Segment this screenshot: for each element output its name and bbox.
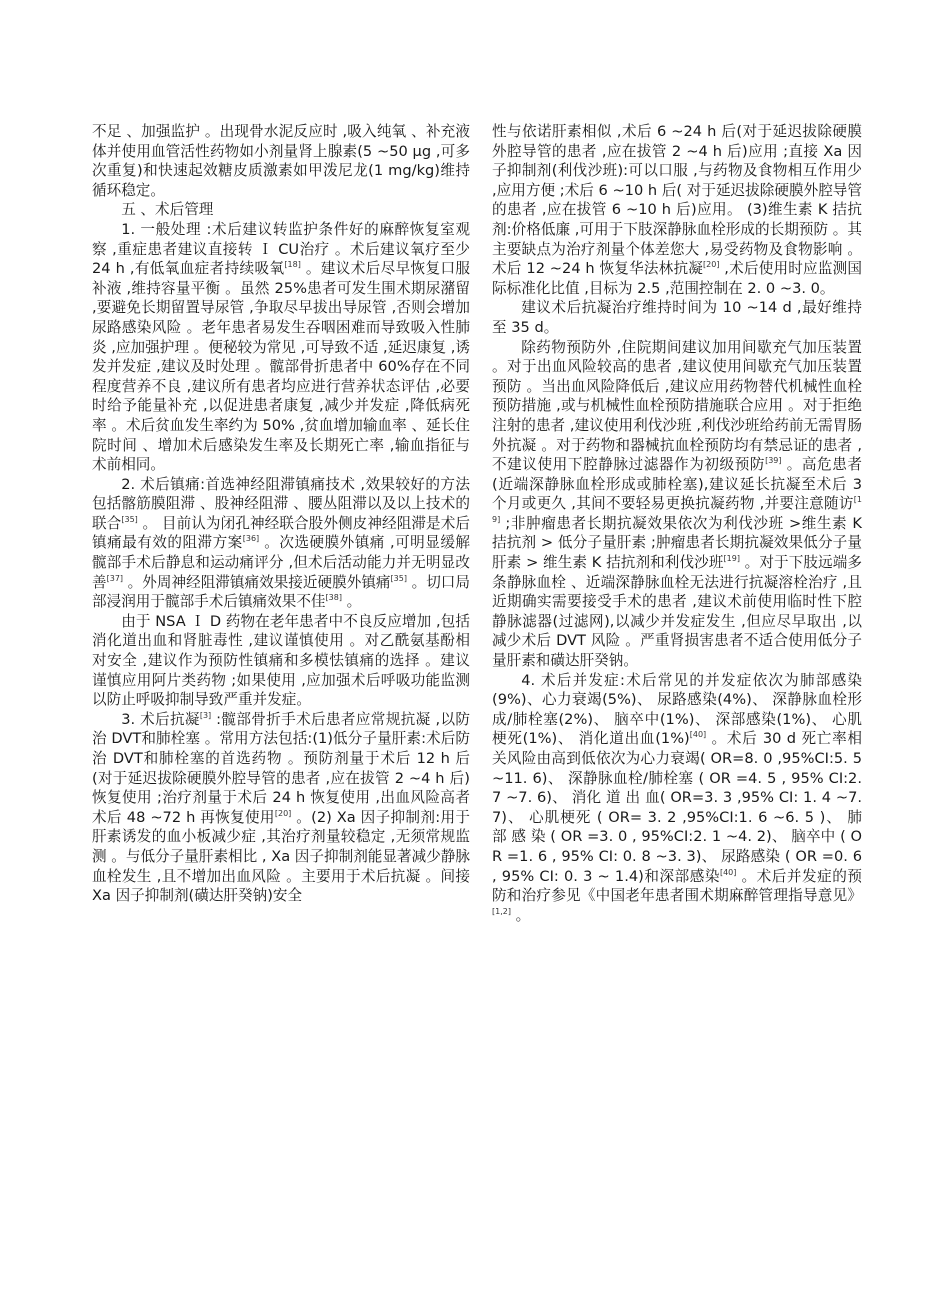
paragraph-anticoagulation xyxy=(92,710,470,906)
paragraph-analgesia xyxy=(92,475,470,612)
text-run: 4. 术后并发症:术后常见的并发症依次为肺部感染 (9%)、心力衰竭(5%)、 尿路感染(4%)、 深静脉血栓形成/肺栓塞(2%)、 脑卒中(1%)、 深部感染(1%)、 心肌梗死(1%)、 消化道出血(1%) xyxy=(492,671,862,748)
citation-ref: [37] xyxy=(106,573,124,583)
text-run: 3. 术后抗凝 xyxy=(121,710,200,728)
text-run: 。高危患者(近端深静脉血栓形成或肺栓塞),建议延长抗凝至术后 3 个月或更久 ,其间不要轻易更换抗凝药物 ,并要注意随访 xyxy=(492,456,862,513)
paragraph-complications xyxy=(492,671,862,926)
text-run: 。次选硬膜外镇痛 ,可明显缓解髋部手术后静息和运动痛评分 ,但术后活动能力并无明显改善 xyxy=(92,534,470,591)
paragraph-anticoag-cont xyxy=(492,122,862,298)
right-column xyxy=(492,122,862,925)
text-run: 2. 术后镇痛:首选神经阻滞镇痛技术 ,效果较好的方法包括髂筋膜阻滞 、股神经阻滞 、腰丛阻滞以及以上技术的联合 xyxy=(92,475,470,532)
text-run: 由于 NSA Ｉ D 药物在老年患者中不良反应增加 ,包括消化道出血和肾脏毒性 ,建议谨慎使用 。对乙酰氨基酚相对安全 ,建议作为预防性镇痛和多模怯镇痛的选择 。建议谨慎应用阿片类药物 ;如果使用 ,应加强术后呼吸功能监测以防止呼吸抑制导致严重并发症。 xyxy=(92,612,470,709)
paragraph-mechanical-prophylaxis xyxy=(492,338,862,671)
text-run: 。术后并发症的预防和治疗参见《中国老年患者围术期麻醉管理指导意见》 xyxy=(492,867,862,905)
citation-ref: [3] xyxy=(199,710,212,720)
text-run: 。切口局部浸润用于髋部手术后镇痛效果不佳 xyxy=(92,573,471,611)
citation-ref: [35] xyxy=(390,573,407,583)
citation-ref: [18] xyxy=(284,260,301,270)
citation-ref: [1,2] xyxy=(492,906,511,916)
paragraph-general-care xyxy=(92,220,470,475)
section-heading-postop xyxy=(92,200,470,220)
citation-ref: [19] xyxy=(723,554,740,564)
citation-ref: [20] xyxy=(703,260,720,270)
text-run: 性与依诺肝素相似 ,术后 6 ~24 h 后(对于延迟拔除硬膜外腔导管的患者 ,应在拔管 2 ~4 h 后)应用 ;直接 Xa 因子抑制剂(利伐沙班):可以口服 ,与药物及食物相互作用少 ,应用方便 ;术后 6 ~10 h 后( 对于延迟拔除硬膜外腔导管的患者 ,应在拔管 6 ~10 h 后)应用。 (3)维生素 K 拮抗剂:价格低廉 ,可用于下肢深静脉血栓形成的长期预防 。其主要缺点为治疗剂量个体差您大 ,易受药物及食物影响 。术后 12 ~24 h 恢复华法林抗凝 xyxy=(492,123,862,278)
text-run: 。(2) Xa 因子抑制剂:用于肝素诱发的血小板减少症 ,其治疗剂量较稳定 ,无须常规监测 。与低分子量肝素相比 , Xa 因子抑制剂能显著减少静脉血栓发生 ,且不增加出血风险 。主要用于术后抗凝 。间接 Xa 因子抑制剂(磺达肝癸钠)安全 xyxy=(92,808,470,905)
citation-ref: [38] xyxy=(325,593,342,603)
text-run: 。 目前认为闭孔神经联合股外侧皮神经阻滞是术后镇痛最有效的阻滞方案 xyxy=(92,514,470,552)
text-run: 。 xyxy=(341,593,362,611)
text-run: 。术后 30 d 死亡率相关风险由高到低依次为心力衰竭( OR=8. 0 ,95%CI:5. 5 ~11. 6)、 深静脉血栓/肺栓塞 ( OR =4. 5 , 95% CI:2. 7 ~7. 6)、 消化 道 出 血( OR=3. 3 ,95% CI: 1. 4 ~7. 7)、 心肌梗死 ( OR= 3. 2 ,95%CI:1. 6 ~6. 5 )、 肺 部 感 染 ( OR =3. 0 , 95%CI:2. 1 ~4. 2)、 脑卒中 ( OR =1. 6 , 95% CI: 0. 8 ~3. 3)、 尿路感染 ( OR =0. 6 , 95% CI: 0. 3 ~ 1.4)和深部感染 xyxy=(492,730,862,885)
text-run: 。对于下肢远端多条静脉血栓 、近端深静脉血栓无法进行抗凝溶栓治疗 ,且近期确实需要接受手术的患者 ,建议术前使用临时性下腔静脉滤器(过滤网),以减少并发症发生 ,但应尽早取出 ,以减少术后 DVT 风险 。严重肾损害患者不适合使用低分子量肝素和磺达肝癸钠。 xyxy=(492,554,863,670)
text-run: 不足 、加强监护 。出现骨水泥反应时 ,吸入纯氧 、补充液体并使用血管活性药物如小剂量肾上腺素(5 ~50 μg ,可多次重复)和快速起效糖皮质激素如甲泼尼龙(1 mg/kg)维持循环稳定。 xyxy=(92,123,470,199)
text-run: 建议术后抗凝治疗维持时间为 10 ~14 d ,最好维持至 35 d。 xyxy=(492,299,862,336)
citation-ref: [35] xyxy=(121,515,138,525)
citation-ref: [40] xyxy=(689,730,707,740)
text-run: 。外周神经阻滞镇痛效果接近硬膜外镇痛 xyxy=(123,573,391,591)
text-run: ,术后使用时应监测国际标准化比值 ,目标为 2.5 ,范围控制在 2. 0 ~3. 0。 xyxy=(492,260,862,297)
text-run: 。建议术后尽早恢复口服补液 ,维持容量平衡 。虽然 25%患者可发生围术期尿潴留 ,要避免长期留置导尿管 ,争取尽早拔出导尿管 ,否则会增加尿路感染风险 。老年患者易发生吞咽困难而导致吸入性肺炎 ,应加强护理 。便秘较为常见 ,可导致不适 ,延迟康复 ,诱发并发症 ,建议及时处理 。髋部骨折患者中 60%存在不同程度营养不良 ,建议所有患者均应进行营养状态评估 ,必要时给予能量补充 ,以促进患者康复 ,减少并发症 ,降低病死率 。术后贫血发生率约为 50% ,贫血增加输血率 、延长住院时间 、增加术后感染发生率及长期死亡率 ,输血指征与术前相同。 xyxy=(92,260,470,474)
text-run: 。 xyxy=(510,906,531,924)
text-run: 五 、术后管理 xyxy=(121,201,214,219)
text-run: 1. 一般处理 :术后建议转监护条件好的麻醉恢复室观察 ,重症患者建议直接转 Ｉ CU治疗 。术后建议氧疗至少 24 h ,有低氧血症者持续吸氧 xyxy=(92,220,470,278)
text-run: 除药物预防外 ,住院期间建议加用间歇充气加压装置 。对于出血风险较高的患者 ,建议使用间歇充气加压装置预防 。当出血风险降低后 ,建议应用药物替代机械性血栓预防措施 ,或与机械性血栓预防措施联合应用 。对于拒绝注射的患者 ,建议使用利伐沙班 ,利伐沙班给药前无需胃肠外抗凝 。对于药物和器械抗血栓预防均有禁忌证的患者 ,不建议使用下腔静脉过滤器作为初级预防 xyxy=(492,338,862,474)
paragraph-nsaid xyxy=(92,612,470,710)
citation-ref: [36] xyxy=(242,534,260,544)
citation-ref: [39] xyxy=(765,456,782,466)
left-column xyxy=(92,122,470,906)
text-run: ;非肿瘤患者长期抗凝效果依次为利伐沙班 >维生素 K 拮抗剂 > 低分子量肝素 ;肿瘤患者长期抗凝效果低分子量肝素 > 维生素 K 拮抗剂和利伐沙班 xyxy=(492,514,862,572)
citation-ref: [19] xyxy=(492,495,862,525)
citation-ref: [40] xyxy=(719,867,737,877)
paragraph-anticoag-duration xyxy=(492,298,862,337)
citation-ref: [20] xyxy=(274,808,292,818)
text-run: :髋部骨折手术后患者应常规抗凝 ,以防治 DVT和肺栓塞 。常用方法包括:(1)低分子量肝素:术后防治 DVT和肺栓塞的首选药物 。预防剂量于术后 12 h 后(对于延迟拔除硬膜外腔导管的患者 ,应在拔管 2 ~4 h 后)恢复使用 ;治疗剂量于术后 24 h 恢复使用 ,出血风险高者术后 48 ~72 h 再恢复使用 xyxy=(92,710,470,826)
paragraph-bone-cement xyxy=(92,122,470,200)
